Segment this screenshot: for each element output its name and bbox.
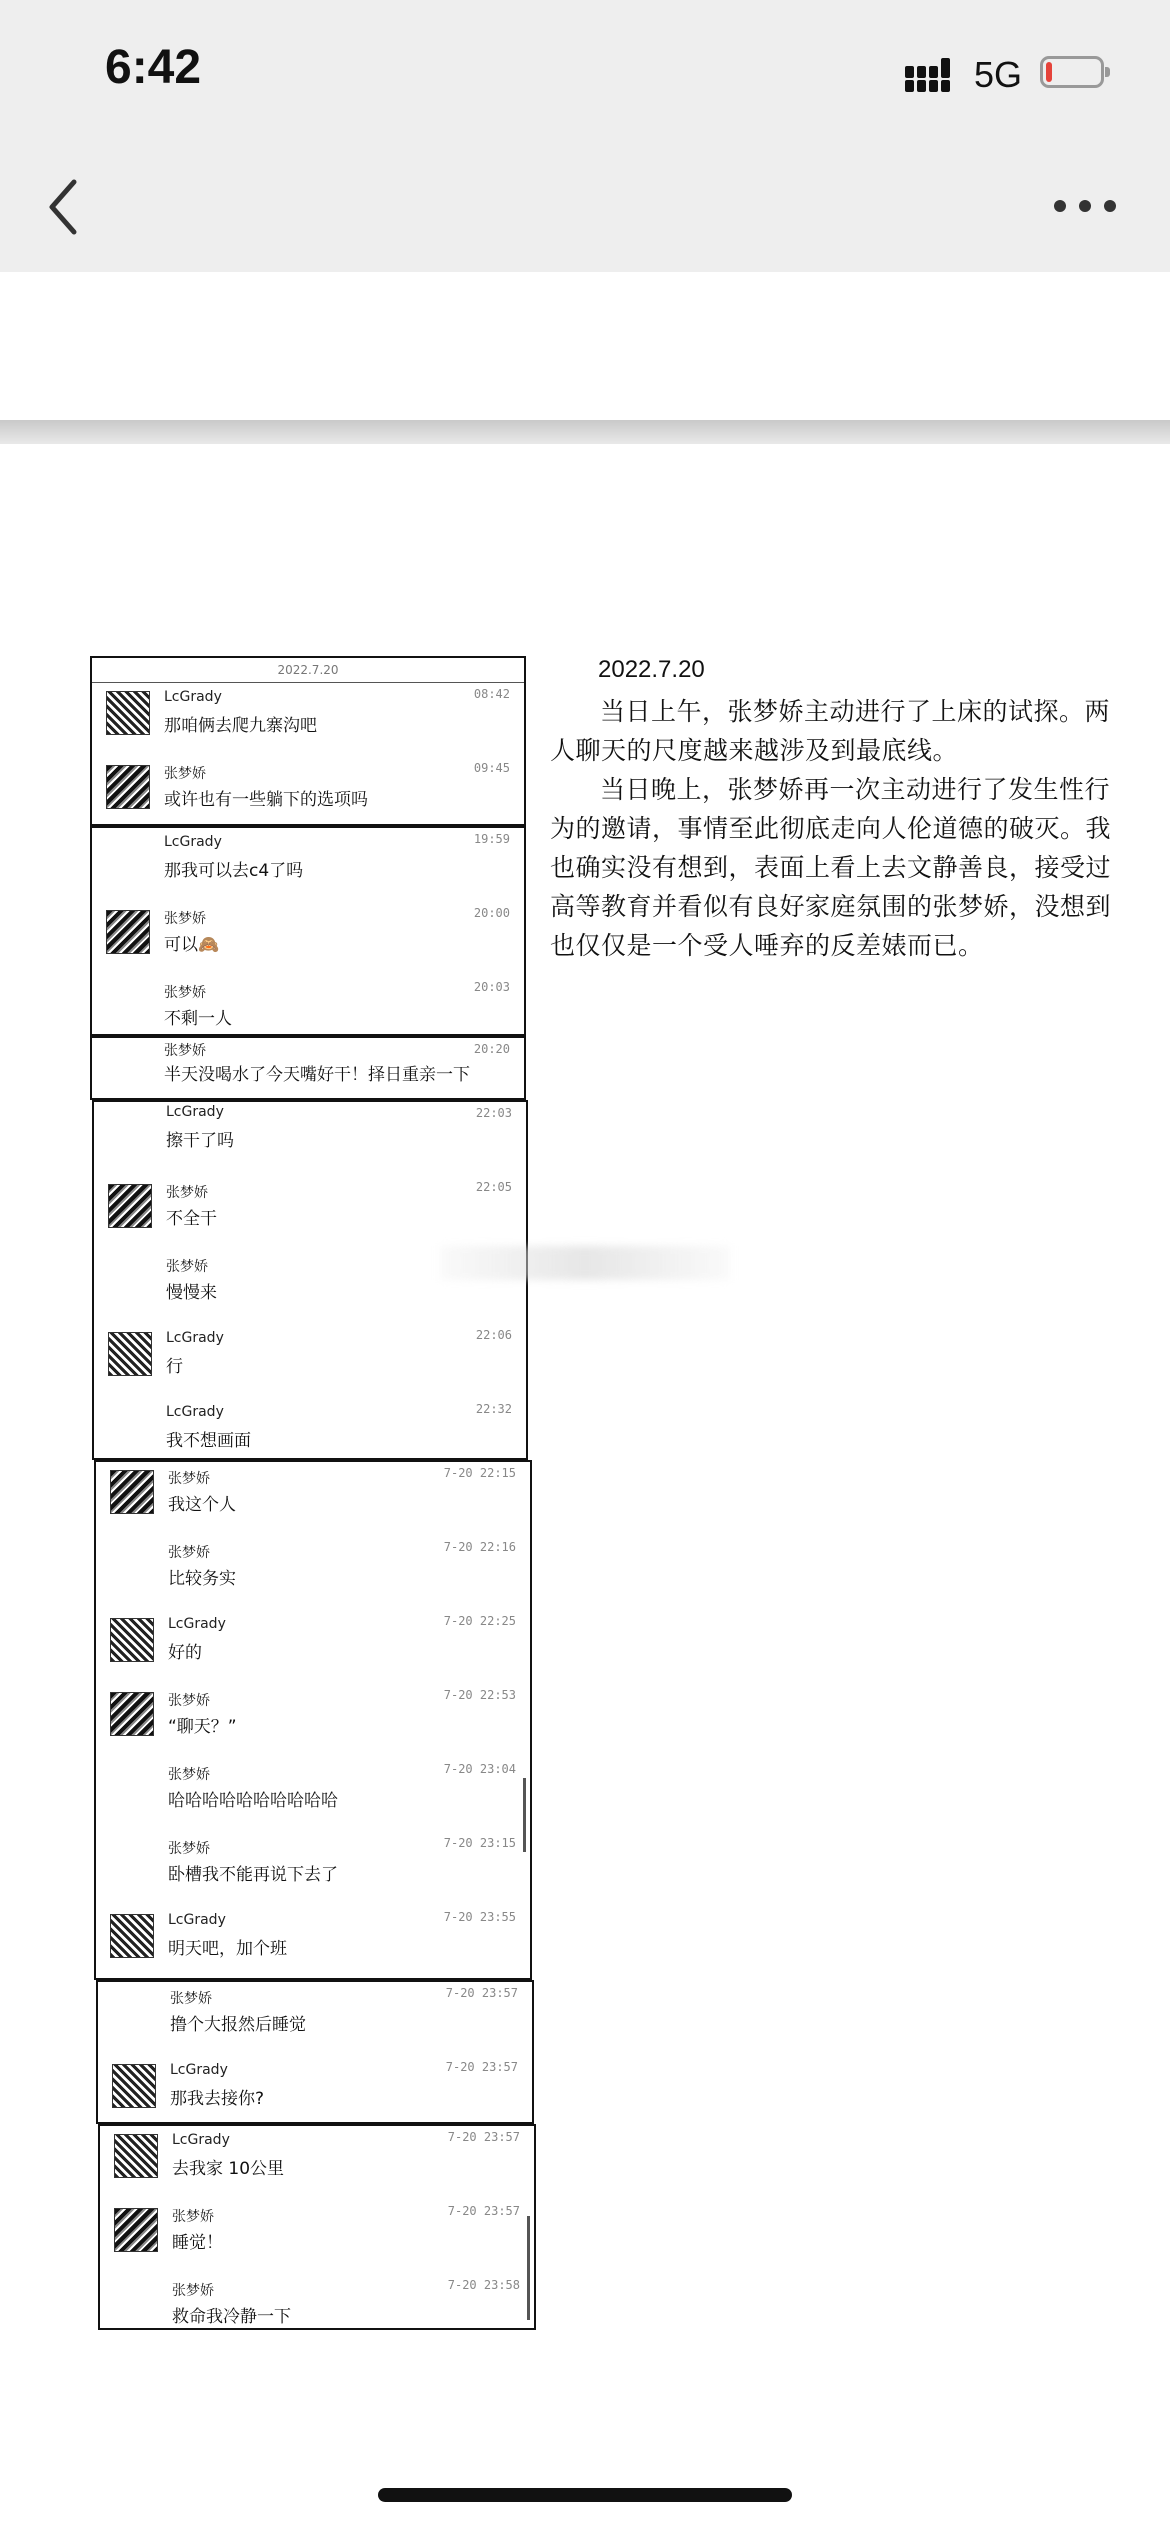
message-sender: LcGrady xyxy=(170,2062,228,2078)
network-label: 5G xyxy=(974,54,1023,95)
message-sender: 张梦娇 xyxy=(168,1693,210,1709)
message-text: 明天吧，加个班 xyxy=(168,1939,287,1959)
message-sender: 张梦娇 xyxy=(172,2209,214,2225)
chat-panel-1 xyxy=(90,656,526,826)
signal-icon xyxy=(905,54,961,94)
message-text: 慢慢来 xyxy=(166,1283,217,1303)
message-time: 7-20 23:57 xyxy=(447,2204,520,2218)
battery-icon xyxy=(1040,56,1104,88)
message-sender: LcGrady xyxy=(168,1912,226,1928)
message-time: 7-20 23:57 xyxy=(445,2060,518,2074)
message-sender: 张梦娇 xyxy=(164,911,206,927)
message-text: 不剩一人 xyxy=(164,1009,232,1029)
message-text: “聊天？” xyxy=(168,1717,237,1737)
avatar xyxy=(108,1184,152,1228)
chat-message xyxy=(94,1324,526,1398)
chat-message xyxy=(96,1906,530,1980)
chat-message xyxy=(96,1462,530,1536)
message-time: 22:32 xyxy=(475,1402,512,1416)
chat-message xyxy=(96,1684,530,1758)
message-sender: 张梦娇 xyxy=(166,1185,208,1201)
message-sender: LcGrady xyxy=(166,1404,224,1420)
message-time: 7-20 23:58 xyxy=(447,2278,520,2292)
message-time: 7-20 22:15 xyxy=(443,1466,516,1480)
message-text: 半天没喝水了今天嘴好干！择日重亲一下 xyxy=(164,1065,470,1085)
message-text: 比较务实 xyxy=(168,1569,236,1589)
chat-message xyxy=(98,2056,532,2130)
chat-message xyxy=(100,2126,534,2200)
message-sender: 张梦娇 xyxy=(164,985,206,1001)
article-date: 2022.7.20 xyxy=(598,656,705,683)
message-sender: 张梦娇 xyxy=(168,1545,210,1561)
message-time: 20:03 xyxy=(473,980,510,994)
message-sender: 张梦娇 xyxy=(166,1259,208,1275)
chat-message xyxy=(96,1758,530,1832)
message-text: 那我去接你? xyxy=(170,2089,265,2109)
message-text: 那我可以去c4了吗 xyxy=(164,861,304,881)
message-time: 20:00 xyxy=(473,906,510,920)
message-time: 7-20 23:57 xyxy=(445,1986,518,2000)
message-text: 擦干了吗 xyxy=(166,1131,234,1151)
message-text: 救命我冷静一下 xyxy=(172,2307,291,2327)
message-time: 08:42 xyxy=(473,687,510,701)
avatar xyxy=(110,1692,154,1736)
message-sender: 张梦娇 xyxy=(170,1991,212,2007)
message-time: 20:20 xyxy=(473,1042,510,1056)
avatar xyxy=(110,1914,154,1958)
message-text: 撸个大报然后睡觉 xyxy=(170,2015,306,2035)
chat-message xyxy=(98,1982,532,2056)
section-divider xyxy=(0,420,1170,444)
article-paragraph-2: 当日晚上，张梦娇再一次主动进行了发生性行为的邀请，事情至此彻底走向人伦道德的破灭。我也确实没有想到，表面上看上去文静善良，接受过高等教育并看似有良好家庭氛围的张梦娇，没想到也仅仅是一个受人唾弃的反差婊而已。 xyxy=(550,775,1112,960)
message-sender: 张梦娇 xyxy=(164,766,206,782)
message-time: 7-20 23:04 xyxy=(443,1762,516,1776)
message-text: 哈哈哈哈哈哈哈哈哈哈 xyxy=(168,1791,338,1811)
avatar xyxy=(110,1470,154,1514)
message-time: 7-20 23:57 xyxy=(447,2130,520,2144)
avatar xyxy=(114,2134,158,2178)
chat-message xyxy=(92,757,524,831)
blurred-watermark xyxy=(440,1246,730,1280)
avatar xyxy=(108,1332,152,1376)
message-time: 7-20 22:16 xyxy=(443,1540,516,1554)
message-sender: LcGrady xyxy=(168,1616,226,1632)
message-sender: LcGrady xyxy=(164,689,222,705)
message-text: 卧槽我不能再说下去了 xyxy=(168,1865,338,1885)
chat-message xyxy=(94,1176,526,1250)
message-time: 22:05 xyxy=(475,1180,512,1194)
message-sender: LcGrady xyxy=(166,1104,224,1120)
battery-level xyxy=(1046,62,1052,82)
message-text: 去我家 10公里 xyxy=(172,2159,285,2179)
message-text: 不全干 xyxy=(166,1209,217,1229)
chat-message xyxy=(96,1832,530,1906)
chat-panel-4 xyxy=(92,1100,528,1460)
message-sender: LcGrady xyxy=(172,2132,230,2148)
avatar xyxy=(106,910,150,954)
message-time: 7-20 22:25 xyxy=(443,1614,516,1628)
chat-message xyxy=(94,1102,526,1176)
message-text: 我不想画面 xyxy=(166,1431,251,1451)
message-sender: 张梦娇 xyxy=(168,1767,210,1783)
message-time: 09:45 xyxy=(473,761,510,775)
scrollbar[interactable] xyxy=(527,2216,530,2320)
avatar xyxy=(110,1618,154,1662)
avatar xyxy=(106,691,150,735)
status-time: 6:42 xyxy=(105,41,202,94)
message-time: 7-20 23:55 xyxy=(443,1910,516,1924)
chat-message xyxy=(92,902,524,976)
home-indicator[interactable] xyxy=(378,2488,792,2502)
chat-panel-5 xyxy=(94,1460,532,1980)
avatar xyxy=(112,2064,156,2108)
message-time: 7-20 22:53 xyxy=(443,1688,516,1702)
avatar xyxy=(114,2208,158,2252)
more-button[interactable] xyxy=(1050,196,1120,216)
chat-message xyxy=(92,1038,524,1098)
message-sender: 张梦娇 xyxy=(168,1841,210,1857)
chat-message xyxy=(92,828,524,902)
chat-message xyxy=(96,1610,530,1684)
chat-panel-2 xyxy=(90,826,526,1036)
chat-message xyxy=(92,683,524,757)
message-text: 或许也有一些躺下的选项吗 xyxy=(164,790,368,810)
back-button[interactable] xyxy=(40,172,90,242)
scrollbar[interactable] xyxy=(523,1778,526,1852)
chat-message xyxy=(96,1536,530,1610)
message-text: 那咱俩去爬九寨沟吧 xyxy=(164,716,317,736)
message-sender: 张梦娇 xyxy=(172,2283,214,2299)
message-text: 可以🙈 xyxy=(164,935,220,955)
message-sender: LcGrady xyxy=(166,1330,224,1346)
article-paragraph-1: 当日上午，张梦娇主动进行了上床的试探。两人聊天的尺度越来越涉及到最底线。 xyxy=(550,697,1111,765)
chat-date-header: 2022.7.20 xyxy=(92,658,524,683)
message-sender: 张梦娇 xyxy=(164,1043,206,1059)
message-time: 19:59 xyxy=(473,832,510,846)
battery-nub xyxy=(1105,67,1110,77)
message-time: 22:03 xyxy=(475,1106,512,1120)
chat-panel-7 xyxy=(98,2124,536,2330)
message-text: 睡觉！ xyxy=(172,2233,223,2253)
message-time: 22:06 xyxy=(475,1328,512,1342)
chat-message xyxy=(100,2274,534,2328)
chat-panel-3 xyxy=(90,1036,526,1100)
message-text: 我这个人 xyxy=(168,1495,236,1515)
avatar xyxy=(106,765,150,809)
chat-panel-6 xyxy=(96,1980,534,2124)
header-spacer xyxy=(0,272,1170,420)
article xyxy=(550,656,1124,965)
message-sender: LcGrady xyxy=(164,834,222,850)
message-sender: 张梦娇 xyxy=(168,1471,210,1487)
chat-message xyxy=(100,2200,534,2274)
message-time: 7-20 23:15 xyxy=(443,1836,516,1850)
message-text: 好的 xyxy=(168,1643,202,1663)
top-bar xyxy=(0,0,1170,272)
message-text: 行 xyxy=(166,1357,183,1377)
